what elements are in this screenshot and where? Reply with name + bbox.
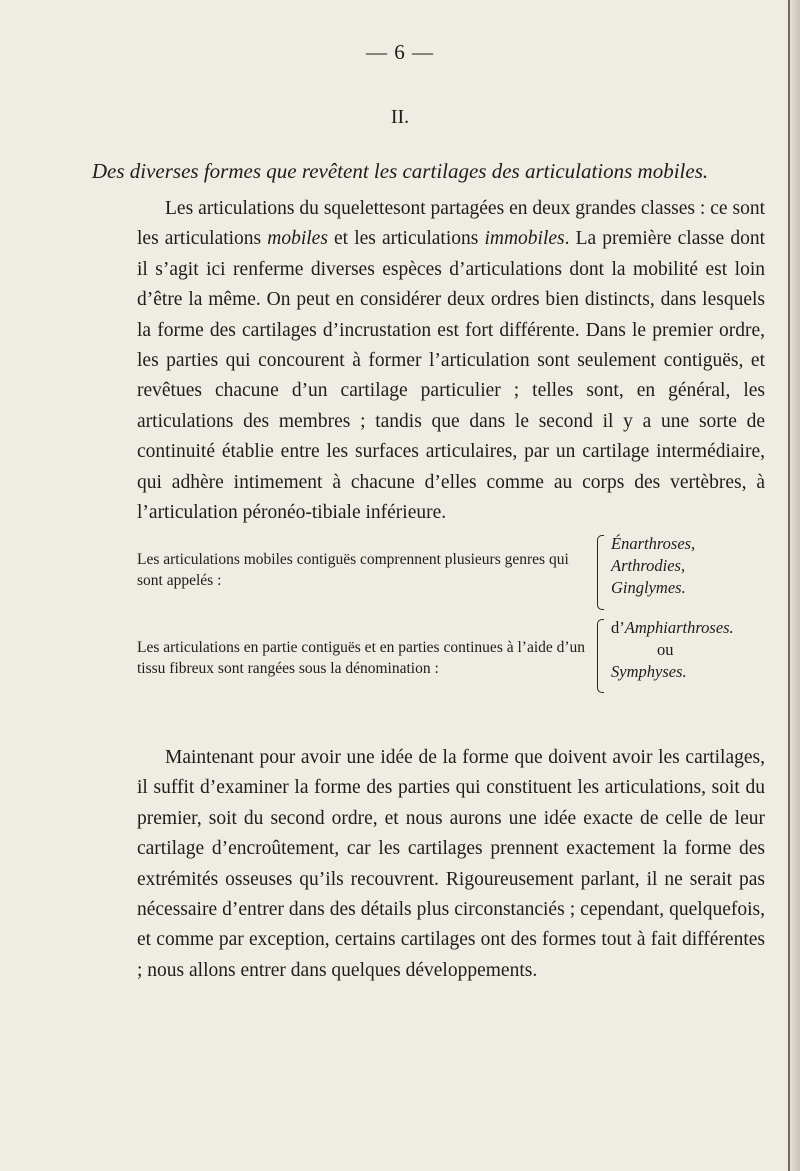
paragraph-forme-cartilages: Maintenant pour avoir une idée de la forme que doivent avoir les cartilages, il suffit d’examiner la forme des parties qui constituent les articulations, soit du premier, soit du second ordre, et nous aurons une idée exacte de celle de leur cartilage d’encroûtement, car les cartilages prennent exactement la forme des extrémités osseuses qu’ils recouvrent. Rigoureusement parlant, il ne serait pas nécessaire d’entrer dans des détails plus circonstanciés ; cependant, quelquefois, et comme par exception, certains cartilages ont des formes tout à fait différentes ; nous allons entrer dans quelques développements. [137,747,765,981]
prefix-d: d’ [611,618,625,637]
emphasis-mobiles: mobiles [267,228,328,250]
brace-row1 [597,535,604,610]
paragraph1-text-b: et les articulations [327,228,485,250]
classification-row1-text: Les articulations mobiles contiguës comprennent plusieurs genres qui sont appelés : [137,551,569,589]
classification-row2-list [611,617,734,683]
brace-row2 [597,619,604,693]
classification-row1-list [611,533,695,599]
amphiarthroses-label: Amphiarthroses. [624,618,734,637]
emphasis-immobiles: immobiles [484,228,565,250]
list-item-enarthroses: Énarthroses, [611,534,696,553]
paragraph-articulations [137,194,765,528]
list-item-arthrodies: Arthrodies, [611,556,686,575]
list-item-ginglymes: Ginglymes. [611,578,686,597]
classification-row2-text: Les articulations en partie contiguës et en parties continues à l’aide d’un tissu fibreux sont rangées sous la dénomination : [137,639,586,677]
section-title: Des diverses formes que revêtent les cartilages des articulations mobiles. [91,159,709,183]
list-item-symphyses: Symphyses. [611,662,687,681]
conjunction-ou: ou [657,640,674,659]
section-number: II. [390,106,410,128]
page-number: — 6 — [366,40,434,64]
paragraph1-text-c: . La première classe dont il s’agit ici renferme diverses espèces d’articulations dont la mobilité est loin d’être la même. On peut en considérer deux ordres bien distincts, dans lesquels la forme des cartilages d’incrustation est fort différente. Dans le premier ordre, les parties qui concourent à former l’articulation sont seulement contiguës, et revêtues chacune d’un cartilage particulier ; telles sont, en général, les articulations des membres ; tandis que dans le second il y a une sorte de continuité établie entre les surfaces articulaires, par un cartilage intermédiaire, qui adhère intimement à chacune d’elles comme au corps des vertèbres, à l’articulation péronéo-tibiale inférieure. [137,228,765,524]
paragraph1-text-a: Les articulations du squelettesont partagées en deux grandes classes : ce sont les articulations [137,198,765,250]
list-item-amphiarthroses [611,617,734,639]
